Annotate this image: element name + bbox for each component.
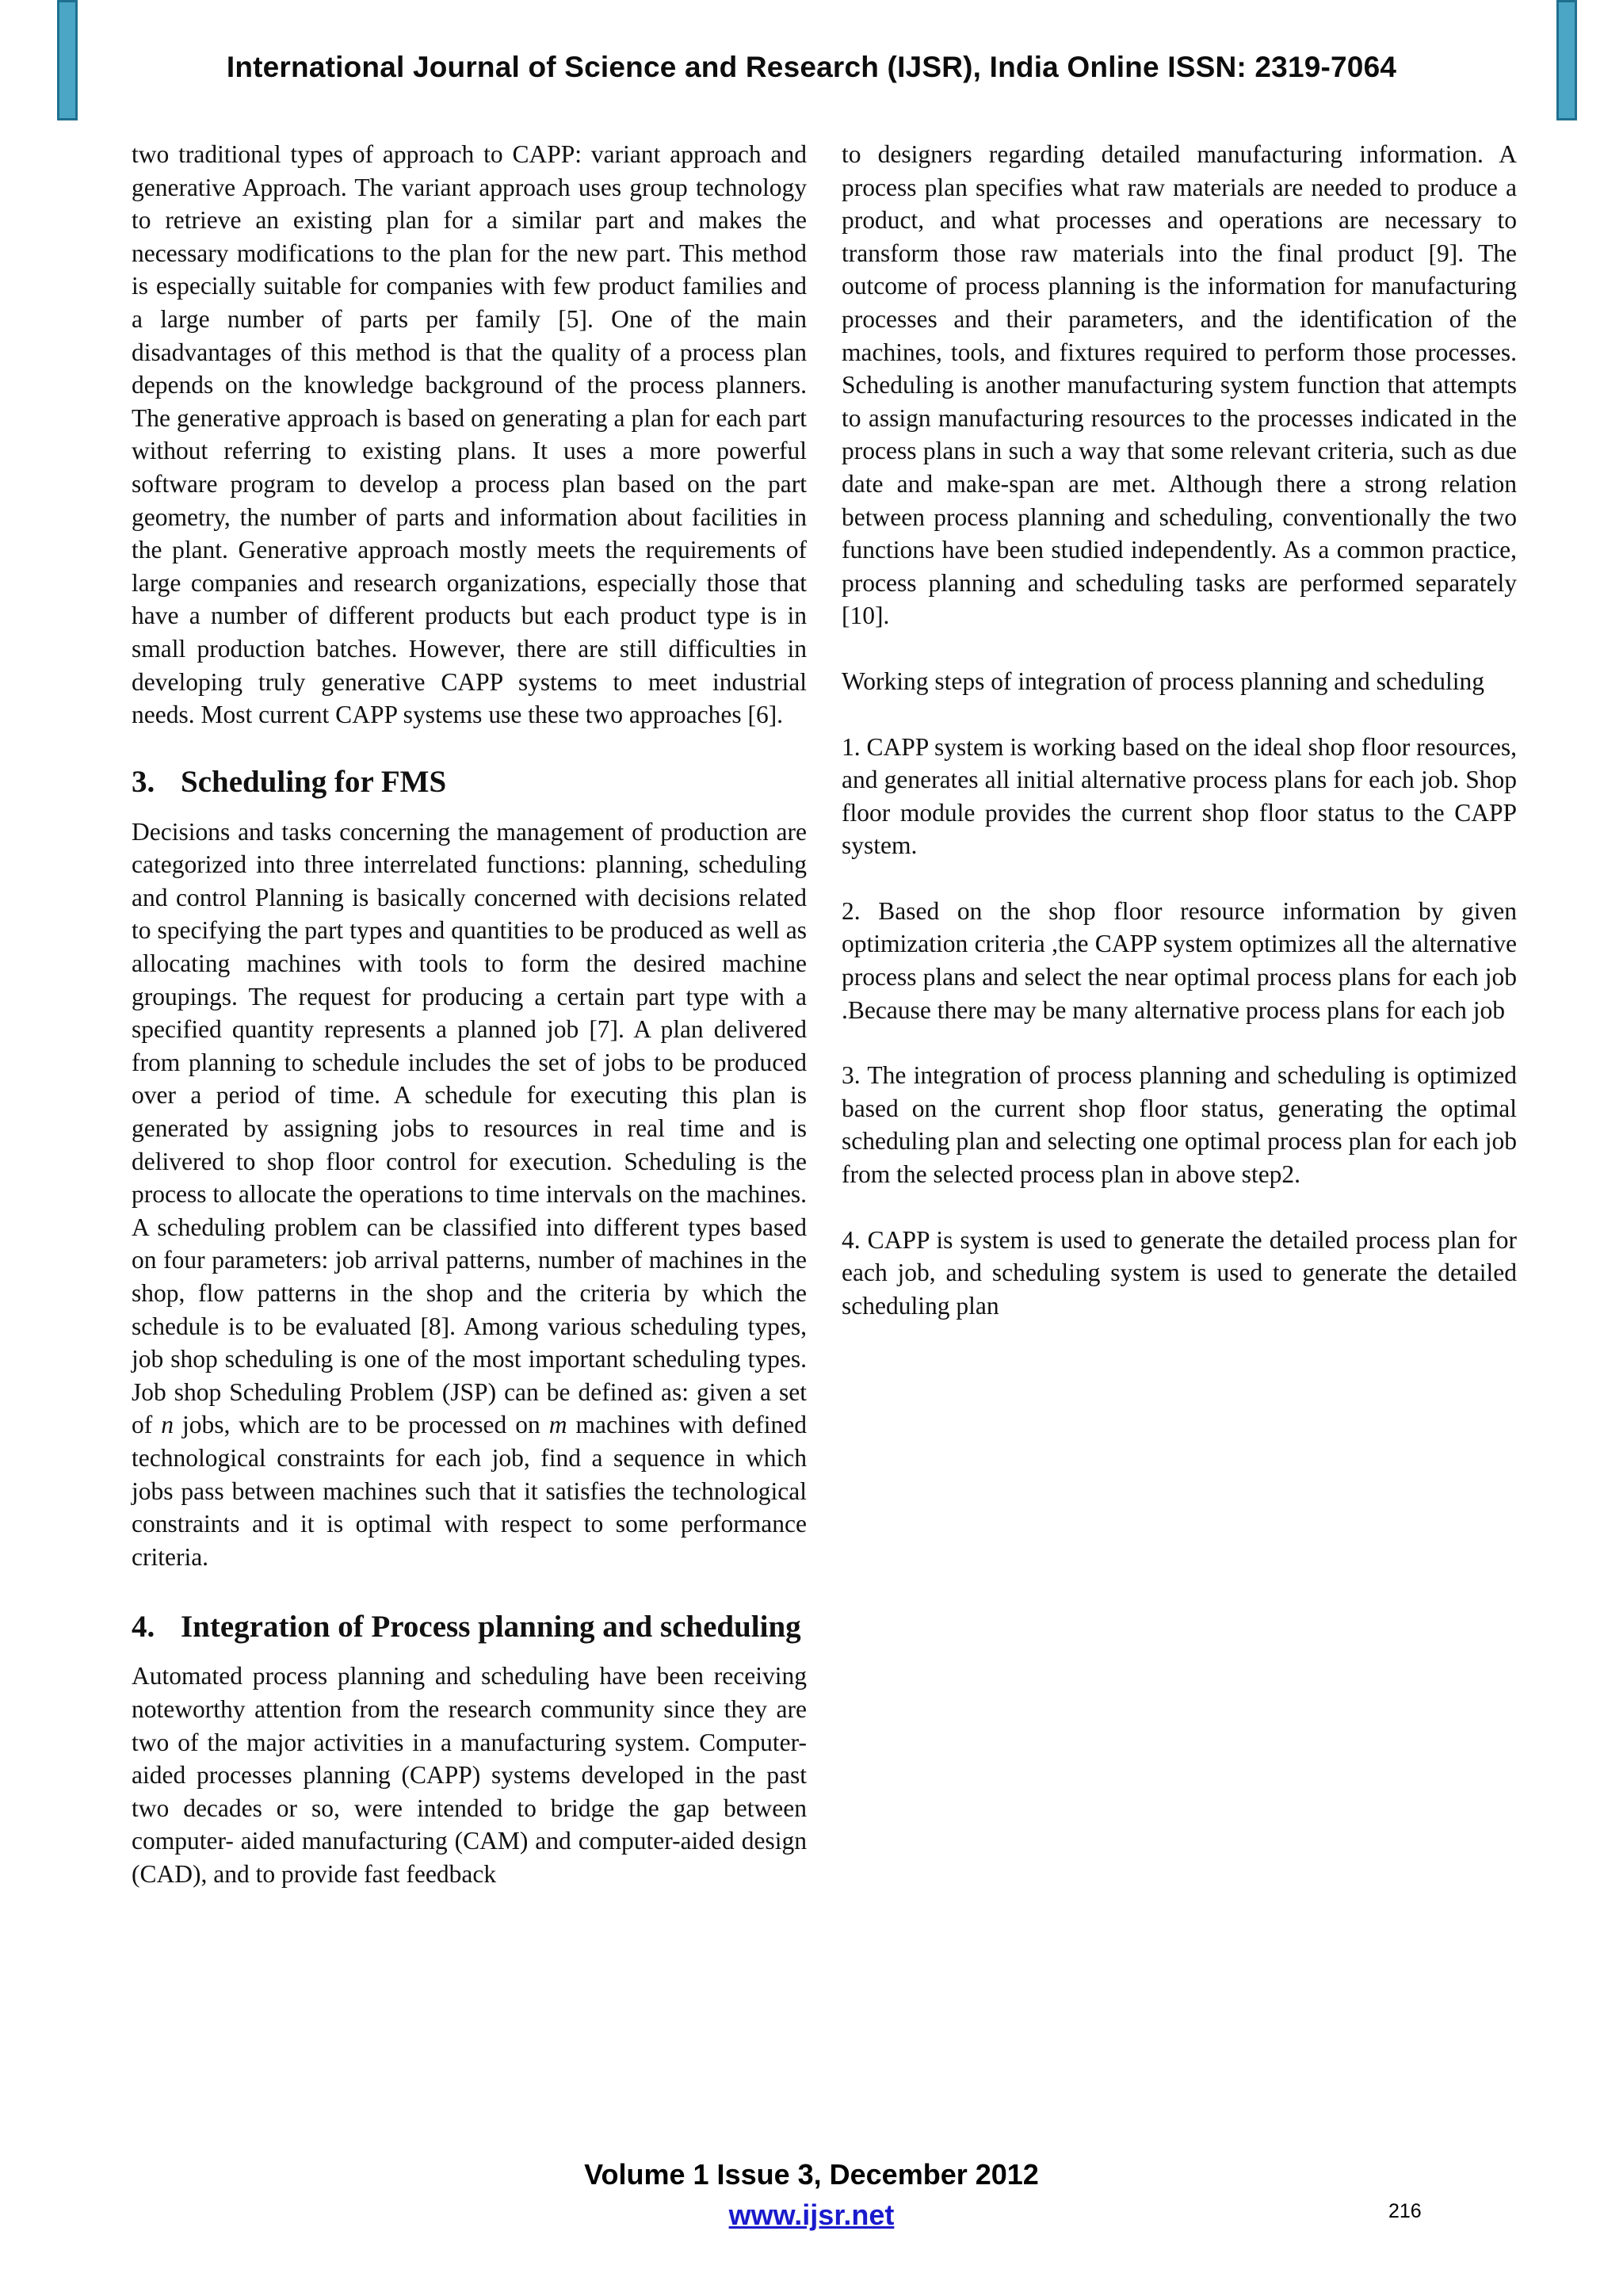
right-column [842,138,1517,1322]
section-4-body: Automated process planning and scheduling have been receiving noteworthy attention from the research community since they are two of the major activities in a manufacturing system. Computer-aided processes planning (CAPP) systems developed in the past two decades or so, were intended to bridge the gap between computer- aided manufacturing (CAM) and computer-aided design (CAD), and to provide fast feedback [132,1662,807,1888]
section-3-body-part-b: jobs, which are to be processed on [174,1411,549,1439]
step-4: 4. CAPP is system is used to generate the detailed process plan for each job, and scheduling system is used to generate the detailed scheduling plan [842,1225,1517,1320]
left-column [132,138,807,1891]
section-3-body-part-a: Decisions and tasks concerning the management of production are categorized into three interrelated functions: planning, scheduling and control Planning is basically concerned with decisions related to specifying the part types and quantities to be produced as well as allocating machines with tools to form the desired machine groupings. The request for producing a certain part type with a specified quantity represents a planned job [7]. A plan delivered from planning to schedule includes the set of jobs to be produced over a period of time. A schedule for executing this plan is generated by assigning jobs to resources in real time and is delivered to shop floor control for execution. Scheduling is the process to allocate the operations to time intervals on the machines. A scheduling problem can be classified into different types based on four parameters: job arrival patterns, number of machines in the shop, flow patterns in the shop and the criteria by which the schedule is to be evaluated [8]. Among various scheduling types, job shop scheduling is one of the most important scheduling types. Job shop Scheduling Problem (JSP) can be defined as: given a set of [132,817,807,1439]
journal-header: International Journal of Science and Research (IJSR), India Online ISSN: 2319-7064 [226,51,1397,83]
footer-volume: Volume 1 Issue 3, December 2012 [584,2158,1039,2191]
continuation-paragraph: to designers regarding detailed manufacturing information. A process plan specifies what raw materials are needed to produce a product, and what processes and operations are necessary to transform those raw materials into the final product [9]. The outcome of process planning is the information for manufacturing processes and their parameters, and the identification of the machines, tools, and fixtures required to perform those processes. Scheduling is another manufacturing system function that attempts to assign manufacturing resources to the processes indicated in the process plans in such a way that some relevant criteria, such as due date and make-span are met. Although there a strong relation between process planning and scheduling, conventionally the two functions have been studied independently. As a common practice, process planning and scheduling tasks are performed separately [10]. [842,140,1517,630]
footer-website-link[interactable]: www.ijsr.net [728,2199,895,2231]
intro-paragraph: two traditional types of approach to CAPP: variant approach and generative Approach. The variant approach uses group technology to retrieve an existing plan for a similar part and makes the necessary modifications to the plan for the new part. This method is especially suitable for companies with few product families and a large number of parts per family [5]. One of the main disadvantages of this method is that the quality of a process plan depends on the knowledge background of the process planners. The generative approach is based on generating a plan for each part without referring to existing plans. It uses a more powerful software program to develop a process plan based on the part geometry, the number of parts and information about facilities in the plant. Generative approach mostly meets the requirements of large companies and research organizations, especially those that have a number of different products but each product type is in small production batches. However, there are still difficulties in developing truly generative CAPP systems to meet industrial needs. Most current CAPP systems use these two approaches [6]. [132,140,807,729]
variable-m: m [548,1411,567,1439]
section-3-heading [132,763,807,800]
section-4-number: 4. [132,1610,155,1645]
page-number: 216 [1388,2200,1422,2222]
variable-n: n [161,1411,174,1439]
step-2: 2. Based on the shop floor resource information by given optimization criteria ,the CAPP system optimizes all the alternative process plans and select the near optimal process plans for each job .Because there may be many alternative process plans for each job [842,896,1517,1024]
step-3: 3. The integration of process planning and scheduling is optimized based on the current shop floor status, generating the optimal scheduling plan and selecting one optimal process plan for each job from the selected process plan in above step2. [842,1061,1517,1189]
working-steps-heading: Working steps of integration of process planning and scheduling [842,667,1485,695]
section-4-title: Integration of Process planning and scheduling [181,1610,801,1645]
section-3-title: Scheduling for FMS [181,764,447,799]
section-3-body-part-c: machines with defined technological constraints for each job, find a sequence in which jobs pass between machines such that it satisfies the technological constraints and it is optimal with respect to some performance criteria. [132,1411,807,1571]
section-3-body [132,816,807,1574]
step-1: 1. CAPP system is working based on the ideal shop floor resources, and generates all initial alternative process plans for each job. Shop floor module provides the current shop floor status to the CAPP system. [842,732,1517,860]
section-3-number: 3. [132,764,155,799]
section-4-heading [132,1608,807,1645]
